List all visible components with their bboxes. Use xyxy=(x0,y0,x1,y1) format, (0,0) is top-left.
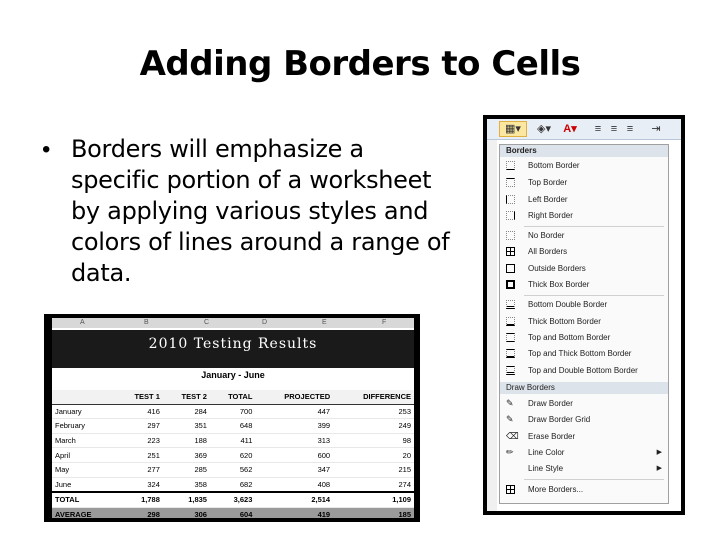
table-header: TEST 1 xyxy=(116,390,163,404)
more-borders-icon xyxy=(506,485,515,494)
menu-item-label: No Border xyxy=(528,231,565,240)
table-cell: 98 xyxy=(333,433,414,448)
table-row xyxy=(52,433,414,448)
column-headers xyxy=(52,318,414,328)
menu-item-draw-border-grid[interactable] xyxy=(500,412,668,428)
table-cell: 324 xyxy=(116,477,163,492)
menu-item-label: More Borders... xyxy=(528,485,584,494)
menu-item-top-border[interactable] xyxy=(500,175,668,191)
sheet-gutter xyxy=(487,140,497,511)
table-cell: 411 xyxy=(210,433,255,448)
menu-item-label: All Borders xyxy=(528,247,568,256)
table-cell: June xyxy=(52,477,116,492)
menu-item-more-borders[interactable] xyxy=(500,482,668,498)
table-cell: 188 xyxy=(163,433,210,448)
menu-section-borders: Borders xyxy=(500,145,668,157)
menu-item-right-border[interactable] xyxy=(500,208,668,224)
table-cell: 20 xyxy=(333,448,414,463)
table-cell: 416 xyxy=(116,404,163,419)
table-cell: April xyxy=(52,448,116,463)
outside-borders-icon xyxy=(506,264,515,273)
grid-pencil-icon: ✎ xyxy=(506,414,514,424)
top-and-thick-bottom-border-icon xyxy=(506,349,515,358)
borders-dropdown xyxy=(499,144,669,504)
menu-item-line-style[interactable] xyxy=(500,461,668,477)
table-row xyxy=(52,404,414,419)
menu-separator xyxy=(524,226,664,227)
eraser-icon: ⌫ xyxy=(506,431,519,441)
results-table xyxy=(52,390,414,518)
table-cell: 648 xyxy=(210,419,255,434)
table-average-row xyxy=(52,507,414,518)
table-total-row xyxy=(52,492,414,507)
table-cell: 1,835 xyxy=(163,492,210,507)
spreadsheet-image xyxy=(44,314,420,522)
menu-section-draw-borders: Draw Borders xyxy=(500,382,668,394)
column-letter: D xyxy=(262,319,268,326)
column-letter: B xyxy=(144,319,149,326)
spreadsheet-area xyxy=(52,318,414,518)
top-border-icon xyxy=(506,178,515,187)
menu-item-bottom-double-border[interactable] xyxy=(500,297,668,313)
bullet-text xyxy=(71,134,471,289)
top-and-bottom-border-icon xyxy=(506,333,515,342)
table-cell: 2,514 xyxy=(255,492,333,507)
table-cell: 408 xyxy=(255,477,333,492)
table-cell: 620 xyxy=(210,448,255,463)
table-cell: 298 xyxy=(116,507,163,518)
column-letter: E xyxy=(322,319,327,326)
table-cell: 604 xyxy=(210,507,255,518)
menu-item-label: Top Border xyxy=(528,178,568,187)
menu-item-top-and-bottom-border[interactable] xyxy=(500,330,668,346)
table-cell: 3,623 xyxy=(210,492,255,507)
table-header: TOTAL xyxy=(210,390,255,404)
table-header: PROJECTED xyxy=(255,390,333,404)
column-letter: C xyxy=(204,319,210,326)
table-cell: 1,788 xyxy=(116,492,163,507)
table-cell: 682 xyxy=(210,477,255,492)
table-cell: 313 xyxy=(255,433,333,448)
table-cell: 351 xyxy=(163,419,210,434)
submenu-arrow-icon: ▶ xyxy=(656,465,662,472)
fill-color-icon[interactable]: ◈▾ xyxy=(537,123,551,135)
menu-item-label: Outside Borders xyxy=(528,264,586,273)
menu-item-label: Line Color xyxy=(528,448,565,457)
table-row xyxy=(52,419,414,434)
thick-box-border-icon xyxy=(506,280,515,289)
table-cell: 399 xyxy=(255,419,333,434)
top-and-double-bottom-border-icon xyxy=(506,366,515,375)
table-cell: 369 xyxy=(163,448,210,463)
table-cell: February xyxy=(52,419,116,434)
menu-item-erase-border[interactable] xyxy=(500,429,668,445)
menu-item-outside-borders[interactable] xyxy=(500,261,668,277)
table-header-row xyxy=(52,390,414,404)
all-borders-icon xyxy=(506,247,515,256)
menu-item-label: Thick Box Border xyxy=(528,280,590,289)
table-cell: 251 xyxy=(116,448,163,463)
table-cell: AVERAGE xyxy=(52,507,116,518)
borders-menu-area xyxy=(487,119,681,511)
bullet-line: data. xyxy=(71,259,132,287)
bullet-line: by applying various styles and xyxy=(71,197,429,225)
table-cell: 185 xyxy=(333,507,414,518)
table-cell: 1,109 xyxy=(333,492,414,507)
borders-menu-image xyxy=(483,115,685,515)
table-cell: 223 xyxy=(116,433,163,448)
table-cell: 215 xyxy=(333,462,414,477)
no-border-icon xyxy=(506,231,515,240)
menu-item-bottom-border[interactable] xyxy=(500,158,668,174)
menu-item-label: Bottom Border xyxy=(528,161,580,170)
table-cell: 358 xyxy=(163,477,210,492)
align-right-icon[interactable]: ≡ xyxy=(626,123,634,135)
bottom-double-border-icon xyxy=(506,300,515,309)
line-color-icon: ✏ xyxy=(506,447,514,457)
table-cell: 700 xyxy=(210,404,255,419)
bullet-line: specific portion of a worksheet xyxy=(71,166,432,194)
menu-item-label: Top and Double Bottom Border xyxy=(528,366,638,375)
borders-icon[interactable]: ▦▾ xyxy=(499,121,527,137)
menu-item-label: Draw Border Grid xyxy=(528,415,591,424)
table-row xyxy=(52,477,414,492)
table-cell: 285 xyxy=(163,462,210,477)
table-cell: 277 xyxy=(116,462,163,477)
menu-separator xyxy=(524,295,664,296)
table-header: DIFFERENCE xyxy=(333,390,414,404)
table-cell: 306 xyxy=(163,507,210,518)
align-center-icon[interactable]: ≡ xyxy=(610,123,618,135)
menu-item-no-border[interactable] xyxy=(500,228,668,244)
menu-item-label: Top and Thick Bottom Border xyxy=(528,349,632,358)
align-left-icon[interactable]: ≡ xyxy=(594,123,602,135)
indent-icon[interactable]: ⇥ xyxy=(651,123,661,135)
menu-item-label: Top and Bottom Border xyxy=(528,333,611,342)
table-header xyxy=(52,390,116,404)
menu-item-thick-bottom-border[interactable] xyxy=(500,314,668,330)
slide-title: Adding Borders to Cells xyxy=(139,44,581,84)
menu-item-label: Bottom Double Border xyxy=(528,300,608,309)
menu-item-label: Right Border xyxy=(528,211,573,220)
bullet-line: colors of lines around a range of xyxy=(71,228,450,256)
table-cell: 447 xyxy=(255,404,333,419)
thick-bottom-border-icon xyxy=(506,317,515,326)
pencil-icon: ✎ xyxy=(506,398,514,408)
table-cell: March xyxy=(52,433,116,448)
table-cell: TOTAL xyxy=(52,492,116,507)
menu-item-label: Erase Border xyxy=(528,432,576,441)
menu-item-thick-box-border[interactable] xyxy=(500,277,668,293)
table-cell: 284 xyxy=(163,404,210,419)
column-letter: A xyxy=(80,319,85,326)
sheet-subtitle: January - June xyxy=(201,370,265,380)
table-cell: 347 xyxy=(255,462,333,477)
menu-item-top-and-thick-bottom-border[interactable] xyxy=(500,346,668,362)
table-cell: May xyxy=(52,462,116,477)
table-cell: 419 xyxy=(255,507,333,518)
menu-item-line-color[interactable] xyxy=(500,445,668,461)
menu-item-all-borders[interactable] xyxy=(500,244,668,260)
table-row xyxy=(52,448,414,463)
sheet-title: 2010 Testing Results xyxy=(148,336,318,352)
table-cell: 253 xyxy=(333,404,414,419)
table-cell: 600 xyxy=(255,448,333,463)
ribbon-toolbar xyxy=(487,119,681,140)
table-row xyxy=(52,462,414,477)
bottom-border-icon xyxy=(506,161,515,170)
menu-separator xyxy=(524,479,664,480)
table-cell: 297 xyxy=(116,419,163,434)
table-cell: January xyxy=(52,404,116,419)
menu-item-draw-border[interactable] xyxy=(500,396,668,412)
bullet-marker: • xyxy=(42,136,51,163)
table-cell: 249 xyxy=(333,419,414,434)
menu-item-label: Line Style xyxy=(528,464,564,473)
table-header: TEST 2 xyxy=(163,390,210,404)
table-cell: 274 xyxy=(333,477,414,492)
menu-item-left-border[interactable] xyxy=(500,192,668,208)
menu-item-label: Left Border xyxy=(528,195,568,204)
menu-item-top-and-double-bottom-border[interactable] xyxy=(500,363,668,379)
font-color-icon[interactable]: A▾ xyxy=(563,123,577,135)
left-border-icon xyxy=(506,195,515,204)
submenu-arrow-icon: ▶ xyxy=(656,449,662,456)
menu-item-label: Draw Border xyxy=(528,399,573,408)
table-cell: 562 xyxy=(210,462,255,477)
menu-item-label: Thick Bottom Border xyxy=(528,317,601,326)
bullet-line: Borders will emphasize a xyxy=(71,135,364,163)
column-letter: F xyxy=(382,319,387,326)
right-border-icon xyxy=(506,211,515,220)
